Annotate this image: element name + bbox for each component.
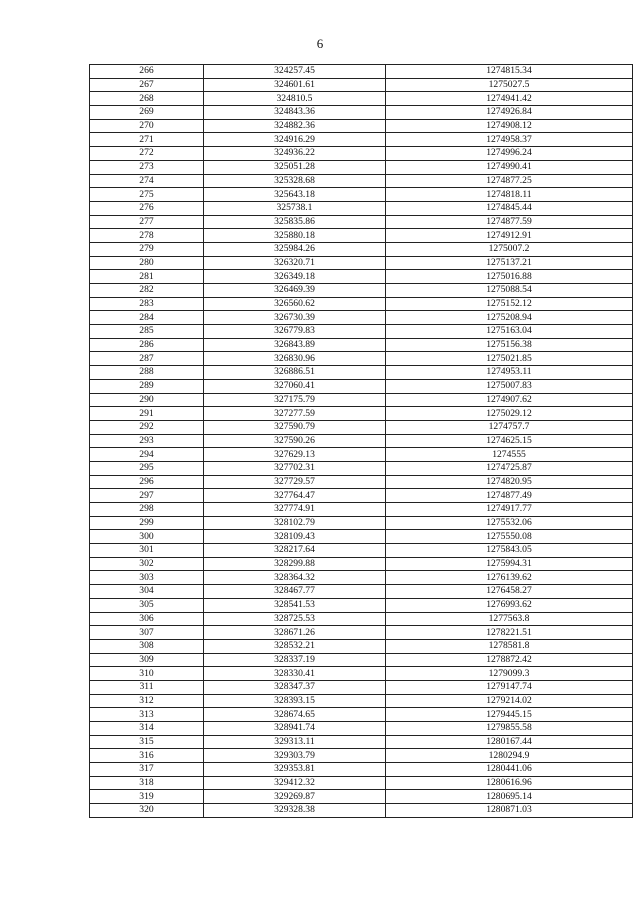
x-coordinate-cell: 325643.18 [204, 188, 386, 202]
y-coordinate-cell: 1274725.87 [386, 461, 633, 475]
table-row [90, 680, 633, 694]
x-coordinate-cell: 328674.65 [204, 708, 386, 722]
table-row [90, 544, 633, 558]
x-coordinate-cell: 329328.38 [204, 804, 386, 818]
y-coordinate-cell: 1274845.44 [386, 201, 633, 215]
x-coordinate-cell: 328725.53 [204, 612, 386, 626]
point-number-cell: 270 [90, 119, 204, 133]
point-number-cell: 285 [90, 325, 204, 339]
y-coordinate-cell: 1277563.8 [386, 612, 633, 626]
y-coordinate-cell: 1274908.12 [386, 119, 633, 133]
table-row [90, 256, 633, 270]
x-coordinate-cell: 327774.91 [204, 503, 386, 517]
point-number-cell: 320 [90, 804, 204, 818]
table-row [90, 749, 633, 763]
point-number-cell: 277 [90, 215, 204, 229]
point-number-cell: 295 [90, 461, 204, 475]
point-number-cell: 314 [90, 722, 204, 736]
table-row [90, 530, 633, 544]
x-coordinate-cell: 328393.15 [204, 694, 386, 708]
y-coordinate-cell: 1278221.51 [386, 626, 633, 640]
x-coordinate-cell: 328541.53 [204, 598, 386, 612]
table-row [90, 229, 633, 243]
point-number-cell: 299 [90, 516, 204, 530]
point-number-cell: 300 [90, 530, 204, 544]
y-coordinate-cell: 1274917.77 [386, 503, 633, 517]
y-coordinate-cell: 1280695.14 [386, 790, 633, 804]
y-coordinate-cell: 1279445.15 [386, 708, 633, 722]
table-row [90, 434, 633, 448]
y-coordinate-cell: 1275027.5 [386, 78, 633, 92]
x-coordinate-cell: 326469.39 [204, 284, 386, 298]
table-row [90, 352, 633, 366]
table-row [90, 106, 633, 120]
x-coordinate-cell: 328299.88 [204, 557, 386, 571]
x-coordinate-cell: 325835.86 [204, 215, 386, 229]
y-coordinate-cell: 1275152.12 [386, 297, 633, 311]
point-number-cell: 282 [90, 284, 204, 298]
table-row [90, 379, 633, 393]
table-row [90, 366, 633, 380]
table-row [90, 407, 633, 421]
x-coordinate-cell: 327590.26 [204, 434, 386, 448]
point-number-cell: 308 [90, 639, 204, 653]
point-number-cell: 281 [90, 270, 204, 284]
y-coordinate-cell: 1274625.15 [386, 434, 633, 448]
x-coordinate-cell: 328109.43 [204, 530, 386, 544]
x-coordinate-cell: 327764.47 [204, 489, 386, 503]
x-coordinate-cell: 326730.39 [204, 311, 386, 325]
y-coordinate-cell: 1276993.62 [386, 598, 633, 612]
table-row [90, 722, 633, 736]
point-number-cell: 288 [90, 366, 204, 380]
x-coordinate-cell: 329269.87 [204, 790, 386, 804]
y-coordinate-cell: 1279099.3 [386, 667, 633, 681]
x-coordinate-cell: 325880.18 [204, 229, 386, 243]
point-number-cell: 315 [90, 735, 204, 749]
table-row [90, 653, 633, 667]
y-coordinate-cell: 1280616.96 [386, 776, 633, 790]
x-coordinate-cell: 327277.59 [204, 407, 386, 421]
x-coordinate-cell: 326349.18 [204, 270, 386, 284]
table-row [90, 325, 633, 339]
y-coordinate-cell: 1276458.27 [386, 585, 633, 599]
point-number-cell: 302 [90, 557, 204, 571]
y-coordinate-cell: 1275021.85 [386, 352, 633, 366]
table-row [90, 147, 633, 161]
table-row [90, 160, 633, 174]
table-row [90, 420, 633, 434]
x-coordinate-cell: 324916.29 [204, 133, 386, 147]
table-row [90, 708, 633, 722]
point-number-cell: 284 [90, 311, 204, 325]
table-row [90, 571, 633, 585]
y-coordinate-cell: 1278872.42 [386, 653, 633, 667]
point-number-cell: 296 [90, 475, 204, 489]
point-number-cell: 319 [90, 790, 204, 804]
table-row [90, 448, 633, 462]
table-row [90, 311, 633, 325]
x-coordinate-cell: 326779.83 [204, 325, 386, 339]
point-number-cell: 318 [90, 776, 204, 790]
x-coordinate-cell: 328330.41 [204, 667, 386, 681]
point-number-cell: 316 [90, 749, 204, 763]
table-row [90, 78, 633, 92]
y-coordinate-cell: 1275994.31 [386, 557, 633, 571]
y-coordinate-cell: 1280871.03 [386, 804, 633, 818]
y-coordinate-cell: 1274990.41 [386, 160, 633, 174]
table-row [90, 804, 633, 818]
point-number-cell: 298 [90, 503, 204, 517]
point-number-cell: 280 [90, 256, 204, 270]
point-number-cell: 293 [90, 434, 204, 448]
table-row [90, 215, 633, 229]
point-number-cell: 297 [90, 489, 204, 503]
x-coordinate-cell: 326886.51 [204, 366, 386, 380]
point-number-cell: 311 [90, 680, 204, 694]
x-coordinate-cell: 324843.36 [204, 106, 386, 120]
point-number-cell: 294 [90, 448, 204, 462]
x-coordinate-cell: 326320.71 [204, 256, 386, 270]
table-row [90, 133, 633, 147]
point-number-cell: 301 [90, 544, 204, 558]
x-coordinate-cell: 329313.11 [204, 735, 386, 749]
y-coordinate-cell: 1275532.06 [386, 516, 633, 530]
x-coordinate-cell: 324936.22 [204, 147, 386, 161]
x-coordinate-cell: 328217.64 [204, 544, 386, 558]
table-row [90, 475, 633, 489]
x-coordinate-cell: 324882.36 [204, 119, 386, 133]
point-number-cell: 312 [90, 694, 204, 708]
point-number-cell: 286 [90, 338, 204, 352]
y-coordinate-cell: 1274877.59 [386, 215, 633, 229]
page-number: 6 [316, 36, 324, 51]
point-number-cell: 313 [90, 708, 204, 722]
x-coordinate-cell: 326830.96 [204, 352, 386, 366]
y-coordinate-cell: 1275007.83 [386, 379, 633, 393]
y-coordinate-cell: 1275007.2 [386, 242, 633, 256]
table-row [90, 790, 633, 804]
table-row [90, 598, 633, 612]
y-coordinate-cell: 1276139.62 [386, 571, 633, 585]
point-number-cell: 292 [90, 420, 204, 434]
x-coordinate-cell: 328364.32 [204, 571, 386, 585]
y-coordinate-cell: 1280294.9 [386, 749, 633, 763]
point-number-cell: 271 [90, 133, 204, 147]
y-coordinate-cell: 1279855.58 [386, 722, 633, 736]
table-row [90, 297, 633, 311]
y-coordinate-cell: 1274818.11 [386, 188, 633, 202]
y-coordinate-cell: 1275016.88 [386, 270, 633, 284]
point-number-cell: 309 [90, 653, 204, 667]
table-row [90, 612, 633, 626]
x-coordinate-cell: 328102.79 [204, 516, 386, 530]
table-row [90, 489, 633, 503]
point-number-cell: 266 [90, 65, 204, 79]
x-coordinate-cell: 329412.32 [204, 776, 386, 790]
table-row [90, 65, 633, 79]
coordinates-table-body [90, 65, 633, 818]
y-coordinate-cell: 1275208.94 [386, 311, 633, 325]
y-coordinate-cell: 1274815.34 [386, 65, 633, 79]
x-coordinate-cell: 327060.41 [204, 379, 386, 393]
point-number-cell: 290 [90, 393, 204, 407]
y-coordinate-cell: 1274958.37 [386, 133, 633, 147]
table-row [90, 503, 633, 517]
point-number-cell: 287 [90, 352, 204, 366]
table-row [90, 516, 633, 530]
point-number-cell: 304 [90, 585, 204, 599]
point-number-cell: 305 [90, 598, 204, 612]
point-number-cell: 291 [90, 407, 204, 421]
table-row [90, 284, 633, 298]
y-coordinate-cell: 1278581.8 [386, 639, 633, 653]
table-row [90, 174, 633, 188]
table-row [90, 694, 633, 708]
table-row [90, 119, 633, 133]
x-coordinate-cell: 328671.26 [204, 626, 386, 640]
y-coordinate-cell: 1274555 [386, 448, 633, 462]
y-coordinate-cell: 1275088.54 [386, 284, 633, 298]
table-row [90, 242, 633, 256]
table-row [90, 763, 633, 777]
x-coordinate-cell: 324257.45 [204, 65, 386, 79]
point-number-cell: 272 [90, 147, 204, 161]
table-row [90, 201, 633, 215]
y-coordinate-cell: 1279214.02 [386, 694, 633, 708]
y-coordinate-cell: 1274941.42 [386, 92, 633, 106]
point-number-cell: 289 [90, 379, 204, 393]
point-number-cell: 278 [90, 229, 204, 243]
y-coordinate-cell: 1275137.21 [386, 256, 633, 270]
y-coordinate-cell: 1275550.08 [386, 530, 633, 544]
point-number-cell: 273 [90, 160, 204, 174]
y-coordinate-cell: 1274877.25 [386, 174, 633, 188]
y-coordinate-cell: 1274907.62 [386, 393, 633, 407]
x-coordinate-cell: 326560.62 [204, 297, 386, 311]
x-coordinate-cell: 328941.74 [204, 722, 386, 736]
table-row [90, 270, 633, 284]
x-coordinate-cell: 328532.21 [204, 639, 386, 653]
table-row [90, 557, 633, 571]
y-coordinate-cell: 1280167.44 [386, 735, 633, 749]
x-coordinate-cell: 326843.89 [204, 338, 386, 352]
y-coordinate-cell: 1275029.12 [386, 407, 633, 421]
table-row [90, 92, 633, 106]
point-number-cell: 317 [90, 763, 204, 777]
x-coordinate-cell: 324810.5 [204, 92, 386, 106]
point-number-cell: 274 [90, 174, 204, 188]
table-row [90, 393, 633, 407]
point-number-cell: 310 [90, 667, 204, 681]
table-row [90, 735, 633, 749]
x-coordinate-cell: 329353.81 [204, 763, 386, 777]
y-coordinate-cell: 1274996.24 [386, 147, 633, 161]
table-row [90, 776, 633, 790]
point-number-cell: 303 [90, 571, 204, 585]
x-coordinate-cell: 327729.57 [204, 475, 386, 489]
point-number-cell: 283 [90, 297, 204, 311]
x-coordinate-cell: 325984.26 [204, 242, 386, 256]
table-row [90, 585, 633, 599]
y-coordinate-cell: 1274912.91 [386, 229, 633, 243]
x-coordinate-cell: 327702.31 [204, 461, 386, 475]
point-number-cell: 276 [90, 201, 204, 215]
y-coordinate-cell: 1274953.11 [386, 366, 633, 380]
x-coordinate-cell: 328467.77 [204, 585, 386, 599]
x-coordinate-cell: 325051.28 [204, 160, 386, 174]
x-coordinate-cell: 327590.79 [204, 420, 386, 434]
table-row [90, 626, 633, 640]
y-coordinate-cell: 1275163.04 [386, 325, 633, 339]
x-coordinate-cell: 327175.79 [204, 393, 386, 407]
y-coordinate-cell: 1275843.05 [386, 544, 633, 558]
point-number-cell: 307 [90, 626, 204, 640]
y-coordinate-cell: 1274820.95 [386, 475, 633, 489]
x-coordinate-cell: 327629.13 [204, 448, 386, 462]
coordinates-table [89, 64, 633, 818]
point-number-cell: 267 [90, 78, 204, 92]
point-number-cell: 268 [90, 92, 204, 106]
point-number-cell: 306 [90, 612, 204, 626]
point-number-cell: 275 [90, 188, 204, 202]
point-number-cell: 279 [90, 242, 204, 256]
x-coordinate-cell: 328347.37 [204, 680, 386, 694]
table-row [90, 338, 633, 352]
y-coordinate-cell: 1274877.49 [386, 489, 633, 503]
table-row [90, 667, 633, 681]
point-number-cell: 269 [90, 106, 204, 120]
x-coordinate-cell: 325328.68 [204, 174, 386, 188]
table-row [90, 188, 633, 202]
y-coordinate-cell: 1275156.38 [386, 338, 633, 352]
y-coordinate-cell: 1274757.7 [386, 420, 633, 434]
table-row [90, 639, 633, 653]
x-coordinate-cell: 328337.19 [204, 653, 386, 667]
x-coordinate-cell: 324601.61 [204, 78, 386, 92]
x-coordinate-cell: 329303.79 [204, 749, 386, 763]
y-coordinate-cell: 1274926.84 [386, 106, 633, 120]
y-coordinate-cell: 1279147.74 [386, 680, 633, 694]
y-coordinate-cell: 1280441.06 [386, 763, 633, 777]
table-row [90, 461, 633, 475]
x-coordinate-cell: 325738.1 [204, 201, 386, 215]
